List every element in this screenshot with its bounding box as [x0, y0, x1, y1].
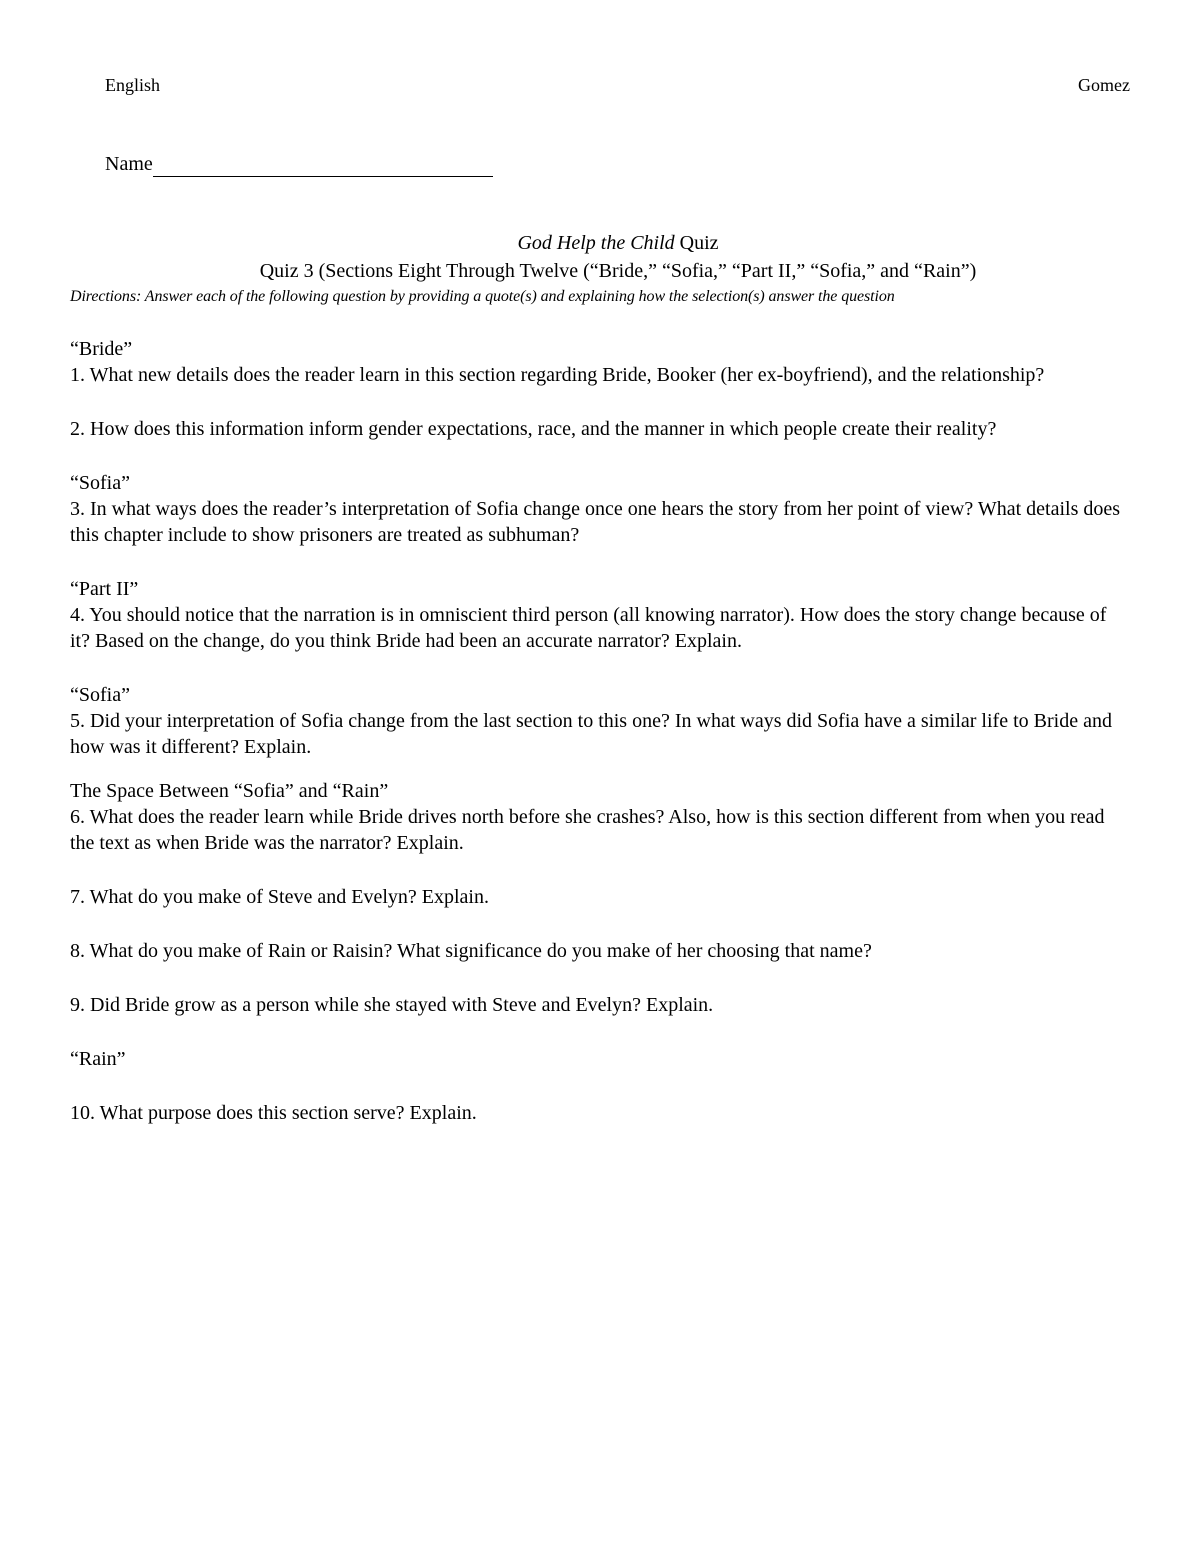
quiz-subtitle: Quiz 3 (Sections Eight Through Twelve (“Bride,” “Sofia,” “Part II,” “Sofia,” and “Rain”) — [259, 260, 977, 282]
question-5: 5. Did your interpretation of Sofia change from the last section to this one? In what ways did Sofia have a similar life to Bride and how was it different? Explain. — [70, 710, 1112, 758]
section-space-between — [70, 778, 1130, 856]
question-1: 1. What new details does the reader learn in this section regarding Bride, Booker (her ex-boyfriend), and the relationship? — [70, 364, 1045, 386]
section-bride — [70, 336, 1130, 388]
section-heading-rain: “Rain” — [70, 1048, 126, 1070]
name-label: Name — [105, 153, 153, 175]
section-sofia-2 — [70, 682, 1130, 760]
quiz-title — [0, 230, 1200, 256]
section-heading: “Sofia” — [70, 684, 130, 706]
section-heading: “Bride” — [70, 338, 133, 360]
question-7: 7. What do you make of Steve and Evelyn? Explain. — [70, 886, 489, 908]
name-field — [105, 151, 493, 177]
section-part-ii — [70, 576, 1130, 654]
question-9: 9. Did Bride grow as a person while she stayed with Steve and Evelyn? Explain. — [70, 994, 714, 1016]
course-label: English — [105, 75, 161, 95]
question-8: 8. What do you make of Rain or Raisin? What significance do you make of her choosing that name? — [70, 940, 872, 962]
teacher-label: Gomez — [1078, 75, 1130, 95]
name-blank-line — [153, 154, 493, 177]
questions-list — [70, 336, 1130, 1126]
question-6: 6. What does the reader learn while Bride drives north before she crashes? Also, how is this section different from when you read the text as when Bride was the narrator? Explain. — [70, 806, 1105, 854]
question-2: 2. How does this information inform gender expectations, race, and the manner in which people create their reality? — [70, 418, 997, 440]
directions: Directions: Answer each of the following question by providing a quote(s) and explaining how the selection(s) answer the question — [70, 288, 895, 305]
section-heading: “Part II” — [70, 578, 139, 600]
title-suffix: Quiz — [674, 232, 719, 254]
question-3: 3. In what ways does the reader’s interpretation of Sofia change once one hears the story from her point of view? What details does this chapter include to show prisoners are treated as subhuman? — [70, 498, 1121, 546]
book-title: God Help the Child — [517, 232, 675, 254]
question-10: 10. What purpose does this section serve? Explain. — [70, 1102, 477, 1124]
section-heading: The Space Between “Sofia” and “Rain” — [70, 780, 389, 802]
question-4: 4. You should notice that the narration is in omniscient third person (all knowing narrator). How does the story change because of it? Based on the change, do you think Bride had been an accurate narrator? Explain. — [70, 604, 1107, 652]
section-sofia-1 — [70, 470, 1130, 548]
section-heading: “Sofia” — [70, 472, 130, 494]
